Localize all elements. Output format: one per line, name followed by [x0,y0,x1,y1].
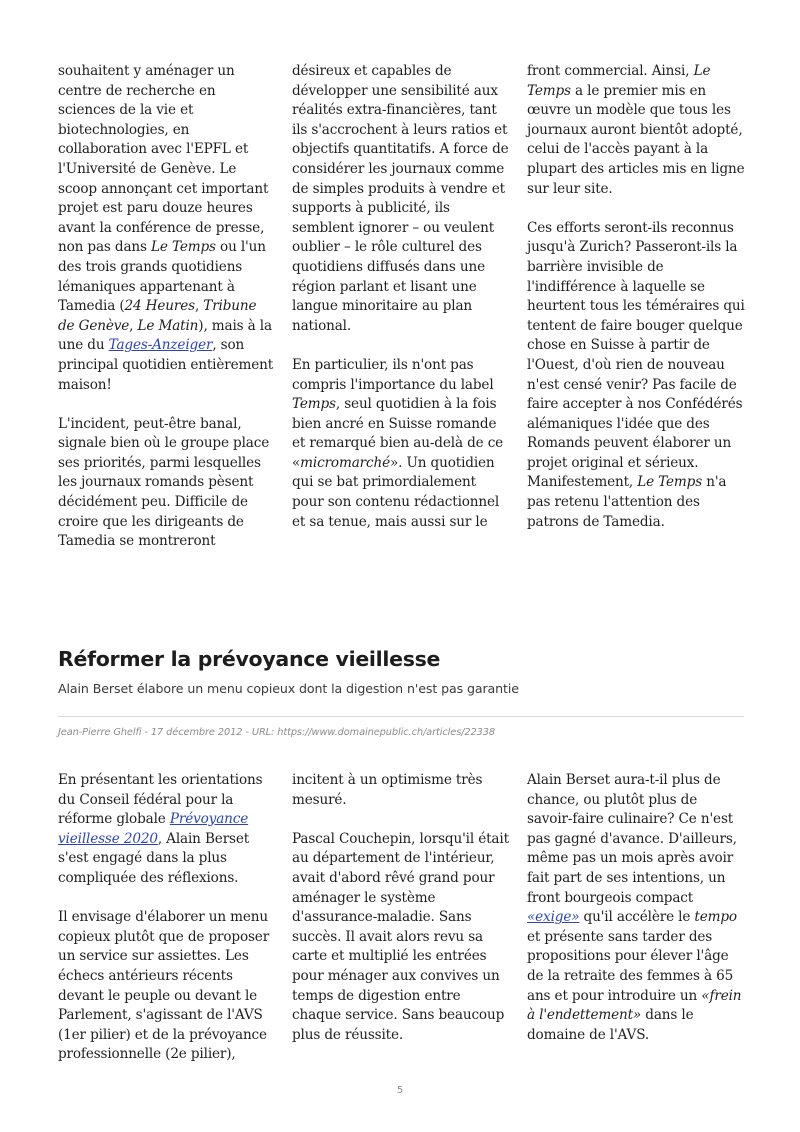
article2-col1-paragraph-1: En présentant les orientations du Conseil fédéral pour la réforme globale Prévoyance vieillesse 2020, Alain Berset s'est engagé dans la plus compliquée des réflexions. [58,772,263,886]
article2-column-3 [527,771,745,1045]
article1-col3-paragraph-2: Ces efforts seront-ils reconnus jusqu'à Zurich? Passeront-ils la barrière invisible de l'indifférence à laquelle se heurtent tous les téméraires qui tentent de faire bouger quelque chose en Suisse à partir de l'Ouest, d'où rien de nouveau n'est censé venir? Pas facile de faire accepter à nos Confédérés alémaniques l'idée que des Romands peuvent élaborer un projet original et sérieux. Manifestement, Le Temps n'a pas retenu l'attention des patrons de Tamedia. [527,219,745,530]
article1-col1-paragraph-2: L'incident, peut-être banal, signale bien où le groupe place ses priorités, parmi lesquelles les journaux romands pèsent décidément peu. Difficile de croire que les dirigeants de Tamedia se montreront [58,415,270,550]
tages-anzeiger-link[interactable]: Tages-Anzeiger [108,337,213,354]
article1-col3-paragraph-1: front commercial. Ainsi, Le Temps a le premier mis en œuvre un modèle que tous les journaux auront bientôt adopté, celui de l'accès payant à la plupart des articles mis en ligne sur leur site. [527,63,745,197]
article2-col1-paragraph-2: Il envisage d'élaborer un menu copieux plutôt que de proposer un service sur assiettes. Les échecs antérieurs récents devant le peuple ou devant le Parlement, s'agissant de l'AVS (1er pilier) et de la prévoyance professionnelle (2e pilier), [58,909,270,1063]
page-number: 5 [396,1085,404,1096]
article2-column-1 [58,771,276,1065]
article-subtitle: Alain Berset élabore un menu copieux dont la digestion n'est pas garantie [58,681,519,696]
article1-col2-paragraph-2: En particulier, ils n'ont pas compris l'importance du label Temps, seul quotidien à la fois bien ancré en Suisse romande et remarqué bien au-delà de ce «micromarché». Un quotidien qui se bat primordialement pour son contenu rédactionnel et sa tenue, mais aussi sur le [292,356,504,530]
article1-col1-paragraph-1: souhaitent y aménager un centre de recherche en sciences de la vie et biotechnologies, en collaboration avec l'EPFL et l'Université de Genève. Le scoop annonçant cet important projet est paru douze heures avant la conférence de presse, non pas dans Le Temps ou l'un des trois grands quotidiens lémaniques appartenant à Tamedia (24 Heures, Tribune de Genève, Le Matin), mais à la une du Tages-Anzeiger, son principal quotidien entièrement maison! [58,63,274,393]
article2-column-2 [292,771,510,1045]
article2-col2-paragraph-2: Pascal Couchepin, lorsqu'il était au département de l'intérieur, avait d'abord rêvé grand pour aménager le système d'assurance-maladie. Sans succès. Il avait alors revu sa carte et multiplié les entrées pour ménager aux convives un temps de digestion entre chaque service. Sans beaucoup plus de réussite. [292,830,509,1043]
article1-column-2 [292,62,510,532]
article2-col3-paragraph-1: Alain Berset aura-t-il plus de chance, ou plutôt plus de savoir-faire culinaire? Ce n'est pas gagné d'avance. D'ailleurs, même pas un mois après avoir fait part de ses intentions, un front bourgeois compact «exige» qu'il accélère le tempo et présente sans tarder des propositions pour élever l'âge de la retraite des femmes à 65 ans et pour introduire un «frein à l'endettement» dans le domaine de l'AVS. [527,772,742,1043]
article-title: Réformer la prévoyance vieillesse [58,647,441,671]
header-divider [58,716,744,717]
article1-column-3 [527,62,745,532]
article2-col2-paragraph-1: incitent à un optimisme très mesuré. [292,772,483,808]
exige-link[interactable]: «exige» [527,909,580,926]
article1-column-1 [58,62,276,552]
article-byline: Jean-Pierre Ghelfi - 17 décembre 2012 - URL: https://www.domainepublic.ch/articles/22338 [58,727,496,738]
prevoyance-vieillesse-link[interactable]: Prévoyance vieillesse 2020 [58,811,249,847]
article1-col2-paragraph-1: désireux et capables de développer une sensibilité aux réalités extra-financières, tant ils s'accrochent à leurs ratios et objectifs quantitatifs. A force de considérer les journaux comme de simples produits à vendre et supports à publicité, ils semblent ignorer – ou veulent oublier – le rôle culturel des quotidiens diffusés dans une région parlant et lisant une langue minoritaire au plan national. [292,63,509,334]
